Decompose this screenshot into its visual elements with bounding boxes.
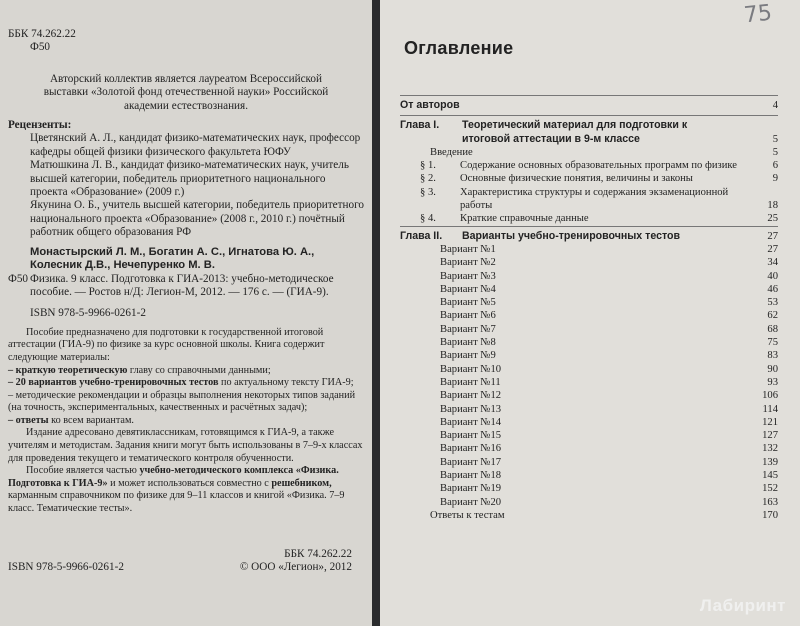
toc-entry-label: Характеристика структуры и содержания экзаменационной работы (460, 186, 729, 212)
toc-entry (400, 270, 778, 283)
toc-entry-page: 139 (762, 456, 778, 468)
toc-entry-label: Вариант №6 (440, 310, 496, 322)
toc-entry-label: Вариант №14 (440, 416, 502, 428)
toc-entry-label: Вариант №16 (440, 443, 502, 455)
toc-entry-label: Ответы к тестам (430, 509, 505, 521)
reviewer-1: Цветянский А. Л., кандидат физико-математических наук, профессор кафедры общей физики физического факультета ЮФУ (30, 132, 361, 158)
laureate-note: Авторский коллектив является лауреатом Всероссийской выставки «Золотой фонд отечественной науки» Российской академии естествознания. (43, 72, 329, 112)
toc-entry-label: Вариант №13 (440, 403, 502, 415)
toc-entry-label: Вариант №3 (440, 270, 496, 282)
toc-entry-page: 127 (762, 430, 778, 442)
toc-entry (400, 376, 778, 389)
toc-entry-page: 152 (762, 483, 778, 495)
reviewer-2: Матюшкина Л. В., кандидат физико-математических наук, учитель высшей категории, победитель приоритетного национального проекта «Образование» (2009 г.) (30, 159, 349, 199)
toc-entry-label: Вариант №2 (440, 257, 496, 269)
toc-entry-label: Вариант №9 (440, 350, 496, 362)
toc-entry (400, 509, 778, 522)
toc-entry-page: 114 (762, 403, 778, 415)
toc-entry-label: Вариант №5 (440, 297, 496, 309)
toc-entry-prefix: § 2. (420, 173, 436, 185)
toc-entry-page: 53 (767, 297, 778, 309)
f50-entry: Ф50 (8, 272, 29, 285)
toc-entry-page: 6 (772, 160, 778, 172)
toc-entry-page: 46 (767, 283, 778, 295)
handwritten-number: 75 (742, 0, 774, 29)
bbk-code-top: ББК 74.262.22 (8, 28, 76, 40)
toc-entry (400, 349, 778, 362)
table-of-contents (400, 95, 778, 522)
toc-entry (400, 403, 778, 416)
toc-entry-label: Вариант №18 (440, 470, 502, 482)
toc-entry (400, 442, 778, 455)
imprint-footer (8, 548, 352, 575)
toc-entry-label: Вариант №12 (440, 390, 502, 402)
toc-entry-page: 5 (772, 146, 778, 158)
abstract-bullet-4: – ответы ко всем вариантам. (8, 414, 134, 426)
toc-entry-page: 5 (772, 133, 778, 145)
toc-entry-prefix: Глава II. (400, 229, 443, 242)
toc-entry-label: Вариант №19 (440, 483, 502, 495)
toc-entry-page: 170 (762, 509, 778, 521)
toc-entry (400, 336, 778, 349)
toc-entry (400, 429, 778, 442)
abstract-intro: Пособие предназначено для подготовки к государственной итоговой аттестации (ГИА-9) по физике за курс основной школы. Книга содержит следующие материалы: (8, 326, 325, 363)
toc-entry-page: 25 (767, 213, 778, 225)
complex-note: Пособие является частью учебно-методического комплекса «Физика. Подготовка к ГИА-9» и может использоваться совместно с решебником, карманным справочником по физике для 9–11 классов и книгой «Физика. 7–9 класс. Тематические тесты». (8, 465, 345, 515)
toc-entry-page: 132 (762, 443, 778, 455)
toc-entry (400, 323, 778, 336)
toc-entry-label: Вариант №8 (440, 337, 496, 349)
toc-entry-prefix: § 4. (420, 213, 436, 225)
catalog-entry (8, 273, 364, 300)
toc-entry-label: От авторов (400, 99, 460, 111)
abstract-bullet-1: – краткую теоретическую главу со справочными данными; (8, 364, 271, 376)
isbn-main: ISBN 978-5-9966-0261-2 (30, 307, 146, 320)
toc-entry (400, 212, 778, 225)
toc-entry-label: Введение (430, 146, 473, 158)
toc-entry-label: Вариант №17 (440, 456, 502, 468)
copyright: © ООО «Легион», 2012 (239, 561, 352, 574)
toc-entry-page: 83 (767, 350, 778, 362)
toc-entry-page: 121 (762, 416, 778, 428)
toc-entry (400, 496, 778, 509)
left-page (0, 0, 372, 626)
toc-entry (400, 283, 778, 296)
toc-entry-page: 163 (762, 496, 778, 508)
f50-code-top: Ф50 (30, 41, 51, 54)
toc-entry (400, 186, 778, 213)
toc-entry-label: Основные физические понятия, величины и законы (460, 173, 693, 185)
toc-entry (400, 159, 778, 172)
toc-entry-label: Вариант №7 (440, 323, 496, 335)
toc-entry-page: 34 (767, 257, 778, 269)
toc-divider (400, 226, 778, 227)
abstract-bullet-3: – методические рекомендации и образцы выполнения некоторых типов заданий (на точность, экспериментальных, качественных и расчётных задач); (8, 389, 356, 414)
usage-note: Издание адресовано девятиклассникам, готовящимся к ГИА-9, а также учителям и методистам. Задания книги могут быть использованы в 7–9-х классах для проведения текущего и тематического контроля обученности. (8, 427, 363, 464)
watermark-logo: Лабиринт (699, 596, 786, 615)
toc-entry (400, 146, 778, 159)
toc-entry-prefix: § 1. (420, 160, 436, 172)
toc-entry-page: 75 (767, 337, 778, 349)
toc-entry-label: Краткие справочные данные (460, 213, 589, 225)
toc-entry (400, 119, 778, 146)
toc-entry (400, 482, 778, 495)
toc-entry (400, 99, 778, 112)
toc-entry (400, 456, 778, 469)
toc-entry-page: 4 (772, 100, 778, 111)
book-description: Физика. 9 класс. Подготовка к ГИА-2013: учебно-методическое пособие. — Ростов н/Д: Легион-М, 2012. — 176 с. — (ГИА-9). (30, 272, 334, 298)
toc-entry-label: Вариант №15 (440, 430, 502, 442)
reviewer-3: Якунина О. Б., учитель высшей категории, победитель приоритетного национального проекта «Образование» (2008 г., 2010 г.) почётный работник общего образования РФ (30, 199, 365, 239)
toc-entry (400, 309, 778, 322)
toc-entry-label: Варианты учебно-тренировочных тестов (462, 229, 681, 242)
right-page (380, 0, 800, 626)
toc-entry-page: 145 (762, 470, 778, 482)
toc-entry-page: 40 (767, 270, 778, 282)
toc-entry-page: 90 (767, 363, 778, 375)
isbn-bottom: ISBN 978-5-9966-0261-2 (8, 561, 124, 574)
toc-entry-label: Вариант №1 (440, 243, 496, 255)
toc-entry (400, 230, 778, 243)
toc-entry-label: Вариант №20 (440, 496, 502, 508)
book-gutter (372, 0, 380, 626)
toc-entry-label: Вариант №4 (440, 283, 496, 295)
toc-entry (400, 243, 778, 256)
toc-entry (400, 172, 778, 185)
toc-entry (400, 363, 778, 376)
toc-entry-page: 9 (772, 173, 778, 185)
toc-entry-prefix: § 3. (420, 186, 436, 198)
toc-entry-label: Теоретический материал для подготовки к итоговой аттестации в 9-м классе (462, 119, 688, 145)
toc-entry (400, 296, 778, 309)
toc-entry (400, 389, 778, 402)
toc-entry-page: 93 (767, 376, 778, 388)
toc-entry-prefix: Глава I. (400, 119, 440, 132)
toc-divider (400, 95, 778, 96)
abstract-bullet-2: – 20 вариантов учебно-тренировочных тестов по актуальному тексту ГИА-9; (8, 377, 354, 389)
toc-entry-page: 18 (767, 200, 778, 212)
reviewers-heading: Рецензенты: (8, 119, 72, 132)
toc-title: Оглавление (404, 38, 514, 58)
toc-entry (400, 469, 778, 482)
toc-entry-label: Вариант №10 (440, 363, 502, 375)
toc-entry-page: 68 (767, 323, 778, 335)
toc-entry-page: 27 (767, 230, 778, 242)
bbk-code-bottom: ББК 74.262.22 (284, 548, 352, 560)
toc-entry (400, 416, 778, 429)
toc-entry-page: 106 (762, 390, 778, 402)
authors: Монастырский Л. М., Богатин А. С., Игнатова Ю. А., Колесник Д.В., Нечепуренко М. В. (30, 245, 315, 272)
toc-entry-page: 27 (767, 243, 778, 255)
toc-entry-label: Вариант №11 (440, 376, 501, 388)
toc-divider (400, 115, 778, 116)
toc-entry-page: 62 (767, 310, 778, 322)
toc-entry (400, 256, 778, 269)
toc-entry-label: Содержание основных образовательных программ по физике (460, 160, 737, 172)
abstract (8, 327, 364, 516)
